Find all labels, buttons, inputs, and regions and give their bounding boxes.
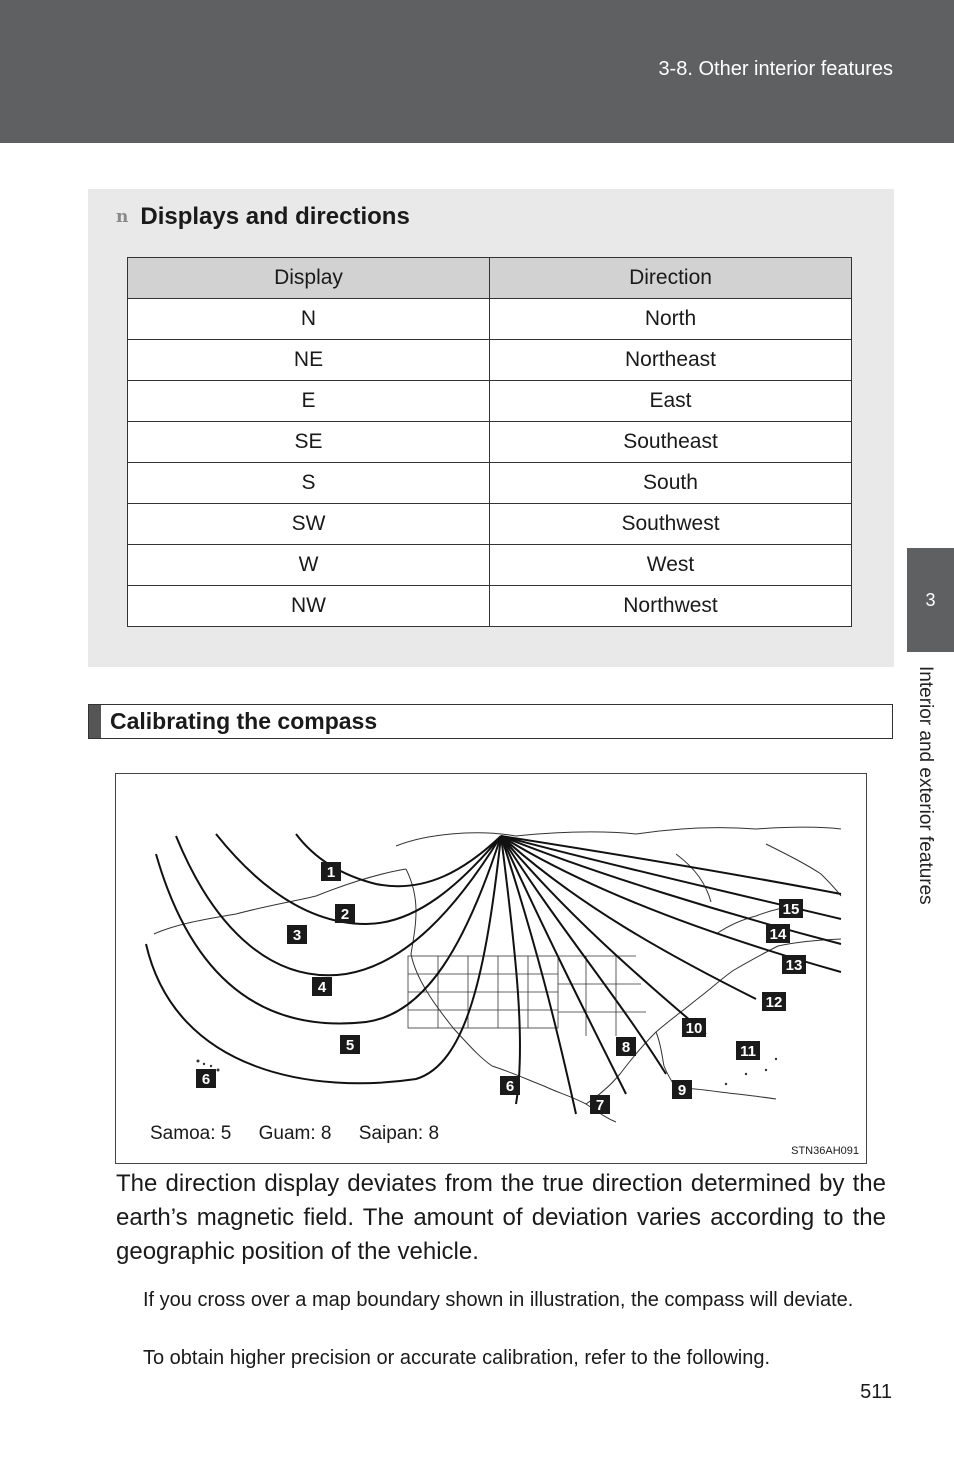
zone-label [782, 955, 806, 974]
svg-text:10: 10 [685, 1020, 703, 1037]
direction-cell: Southwest [490, 504, 852, 545]
table-row [128, 381, 852, 422]
svg-text:1: 1 [326, 864, 336, 881]
zone-label [287, 925, 307, 944]
column-header: Direction [490, 258, 852, 299]
zone-label [682, 1018, 706, 1037]
page-header [0, 0, 954, 143]
display-cell: E [128, 381, 490, 422]
compass-zone-map-figure [115, 773, 867, 1164]
display-cell: NE [128, 340, 490, 381]
svg-text:7: 7 [595, 1097, 605, 1114]
caption-samoa: Samoa: 5 [150, 1123, 232, 1144]
svg-text:11: 11 [740, 1043, 756, 1060]
display-cell: W [128, 545, 490, 586]
zone-label [312, 977, 332, 996]
deviation-paragraph: The direction display deviates from the true direction determined by the earth’s magnetic field. The amount of deviation varies according to the geographic position of the vehicle. [116, 1170, 886, 1265]
svg-text:3: 3 [292, 927, 302, 944]
svg-text:5: 5 [345, 1037, 355, 1054]
table-row [128, 545, 852, 586]
table-header-row [128, 258, 852, 299]
zone-label [762, 992, 786, 1011]
svg-text:14: 14 [769, 926, 787, 943]
zone-label [736, 1041, 760, 1060]
zone-label [335, 904, 355, 923]
table-row [128, 299, 852, 340]
calibrating-heading-box [88, 704, 893, 739]
display-cell: N [128, 299, 490, 340]
table-row [128, 504, 852, 545]
table-row [128, 463, 852, 504]
figure-code: STN36AH091 [791, 1145, 859, 1157]
direction-cell: Northwest [490, 586, 852, 627]
direction-cell: West [490, 545, 852, 586]
caption-saipan: Saipan: 8 [358, 1123, 440, 1144]
precision-note: To obtain higher precision or accurate calibration, refer to the following. [143, 1347, 771, 1369]
bullet-icon: n [116, 207, 129, 227]
zone-label [766, 924, 790, 943]
directions-table [127, 257, 852, 627]
direction-cell: Southeast [490, 422, 852, 463]
zone-label [321, 862, 341, 881]
display-cell: S [128, 463, 490, 504]
compass-zone-map [116, 774, 866, 1163]
display-cell: SW [128, 504, 490, 545]
caption-guam: Guam: 8 [258, 1123, 332, 1144]
table-row [128, 422, 852, 463]
chapter-tab [907, 548, 954, 652]
display-cell: NW [128, 586, 490, 627]
zone-label [500, 1076, 520, 1095]
table-row [128, 340, 852, 381]
boundary-note: If you cross over a map boundary shown in illustration, the compass will deviate. [143, 1289, 854, 1311]
column-header: Display [128, 258, 490, 299]
svg-text:13: 13 [785, 957, 803, 974]
direction-cell: North [490, 299, 852, 340]
display-cell: SE [128, 422, 490, 463]
table-row [128, 586, 852, 627]
svg-text:12: 12 [765, 994, 783, 1011]
chapter-number: 3 [925, 589, 936, 610]
zone-label [196, 1069, 216, 1088]
zone-label [616, 1037, 636, 1056]
svg-text:4: 4 [317, 979, 327, 996]
svg-text:2: 2 [340, 906, 350, 923]
heading-marker-bar [89, 705, 101, 738]
displays-directions-title [116, 203, 410, 231]
zone-label [340, 1035, 360, 1054]
calibrating-heading: Calibrating the compass [110, 708, 378, 734]
zone-label [672, 1080, 692, 1099]
svg-text:15: 15 [782, 901, 800, 918]
svg-text:6: 6 [201, 1071, 211, 1088]
svg-text:8: 8 [621, 1039, 631, 1056]
svg-text:9: 9 [677, 1082, 687, 1099]
displays-directions-box [88, 189, 894, 667]
zone-label [779, 899, 803, 918]
zone-label [590, 1095, 610, 1114]
chapter-label: Interior and exterior features [915, 666, 936, 905]
displays-directions-heading: Displays and directions [140, 203, 410, 230]
svg-text:6: 6 [505, 1078, 515, 1095]
direction-cell: South [490, 463, 852, 504]
section-title: 3-8. Other interior features [658, 58, 893, 80]
direction-cell: East [490, 381, 852, 422]
direction-cell: Northeast [490, 340, 852, 381]
page-number: 511 [860, 1381, 892, 1403]
figure-caption [150, 1123, 461, 1145]
